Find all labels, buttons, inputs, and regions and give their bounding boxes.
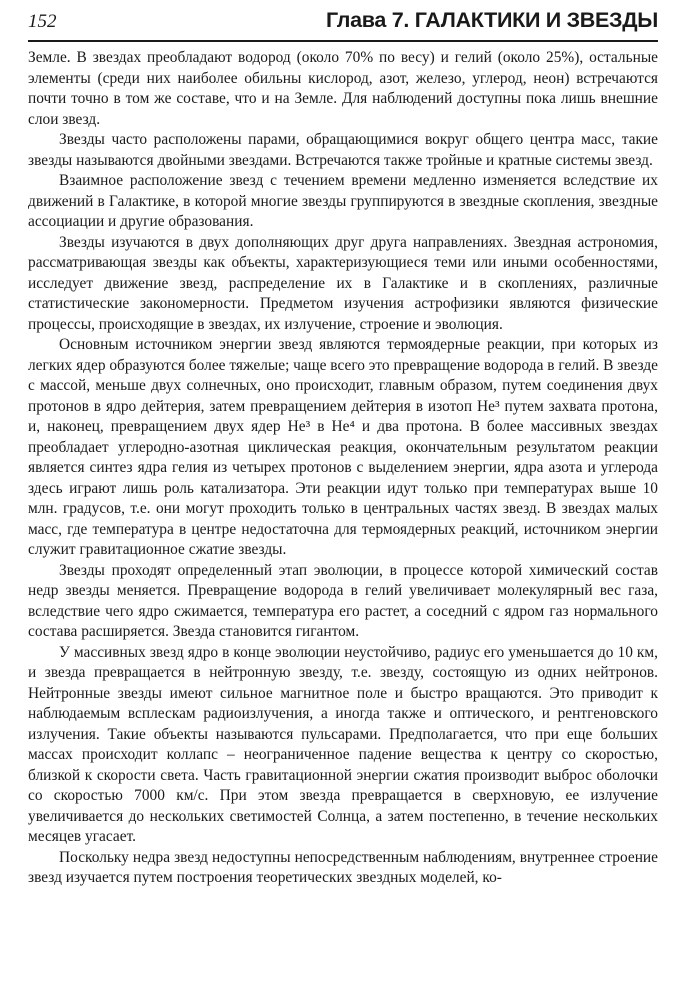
paragraph-4: Звезды изучаются в двух дополняющих друг друга направлениях. Звездная астрономия, рассматривающая звезды как объекты, характеризующиеся теми или иными особенностями, исследует движение звезд, распределение их в Галактике и в скоплениях, различные статистические закономерности. Предметом изучения астрофизики являются физические процессы, происходящие в звездах, их излучение, строение и эволюция. [28, 233, 658, 333]
paragraph-7: У массивных звезд ядро в конце эволюции неустойчиво, радиус его уменьшается до 10 км, и звезда превращается в нейтронную звезду, т.е. звезду, состоящую из одних нейтронов. Нейтронные звезды имеют сильное магнитное поле и быстро вращаются. Это приводит к наблюдаемым всплескам радиоизлучения, а иногда также и оптического, и рентгеновского излучения. Такие объекты называются пульсарами. Предполагается, что при еще больших массах происходит коллапс – неограниченное падение вещества к центру со скоростью, близкой к скорости света. Часть гравитационной энергии сжатия производит выброс оболочки со скоростью 7000 км/с. При этом звезда превращается в сверхновую, ее излучение увеличивается до нескольких светимостей Солнца, а затем постепенно, в течение нескольких месяцев угасает. [28, 643, 658, 845]
page-header [28, 8, 658, 42]
page-number: 152 [28, 11, 57, 32]
body-text [28, 48, 658, 889]
paragraph-3: Взаимное расположение звезд с течением времени медленно изменяется вследствие их движений в Галактике, в которой многие звезды группируются в звездные скопления, звездные ассоциации и другие образования. [28, 172, 658, 230]
paragraph-2: Звезды часто расположены парами, обращающимися вокруг общего центра масс, такие звезды называются двойными звездами. Встречаются также тройные и кратные системы звезд. [28, 131, 658, 169]
book-page [28, 8, 658, 993]
paragraph-1: Земле. В звездах преобладают водород (около 70% по весу) и гелий (около 25%), остальные элементы (среди них наиболее обильны кислород, азот, железо, углерод, неон) встречаются почти точно в том же составе, что и на Земле. Для наблюдений доступны пока лишь внешние слои звезд. [28, 49, 658, 128]
chapter-title: Глава 7. ГАЛАКТИКИ И ЗВЕЗДЫ [325, 8, 658, 32]
paragraph-6: Звезды проходят определенный этап эволюции, в процессе которой химический состав недр звезды меняется. Превращение водорода в гелий увеличивает молекулярный вес газа, вследствие чего ядро сжимается, температура его растет, а соседний с ядром газ нормального состава расширяется. Звезда становится гигантом. [28, 561, 658, 640]
paragraph-5: Основным источником энергии звезд являются термоядерные реакции, при которых из легких ядер образуются более тяжелые; чаще всего это превращение водорода в гелий. В звезде с массой, меньше двух солнечных, оно происходит, главным образом, путем соединения двух протонов в ядро дейтерия, затем превращением дейтерия в изотоп He³ путем захвата протона, и, наконец, превращением двух ядер He³ в He⁴ и два протона. В более массивных звездах преобладает углеродно-азотная циклическая реакция, окончательным результатом реакции является синтез ядра гелия из четырех протонов с выделением энергии, ядра азота и углерода здесь играют лишь роль катализатора. Эти реакции идут только при температурах выше 10 млн. градусов, т.е. они могут проходить только в центральных частях звезд. В звездах малых масс, где температура в центре недостаточна для термоядерных реакций, источником энергии служит гравитационное сжатие звезды. [28, 336, 658, 558]
paragraph-8: Поскольку недра звезд недоступны непосредственным наблюдениям, внутреннее строение звезд изучается путем построения теоретических звездных моделей, ко- [28, 848, 658, 886]
